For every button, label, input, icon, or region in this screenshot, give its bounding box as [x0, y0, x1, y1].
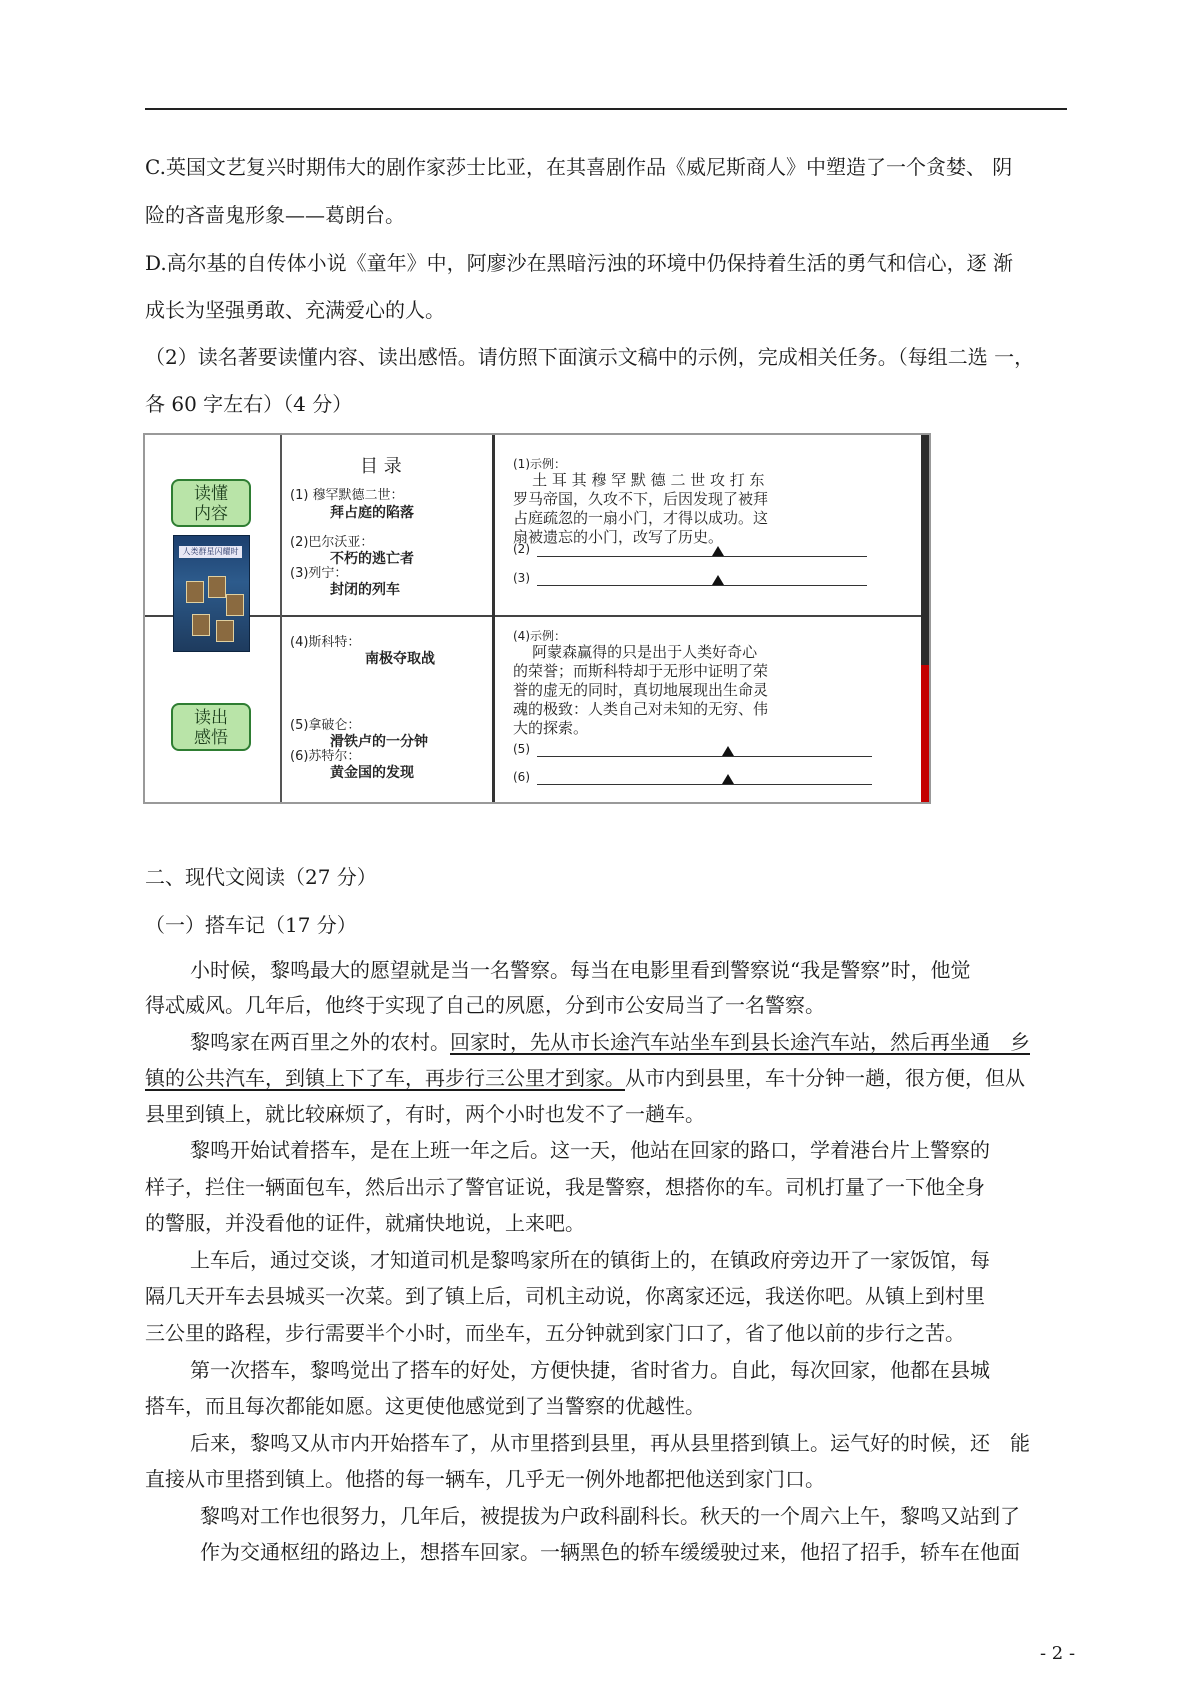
triangle-marker-icon — [712, 575, 724, 585]
blank-5-label: (5) — [513, 742, 530, 756]
slide-scrollbar — [921, 435, 931, 804]
option-d-line1: D.高尔基的自传体小说《童年》中，阿廖沙在黑暗污浊的环境中仍保持着生活的勇气和信心，逐 渐 — [145, 251, 1014, 275]
portrait-image — [192, 614, 210, 636]
book-title: 人类群星闪耀时 — [179, 546, 242, 558]
underlined-text: 回家时，先从市长途汽车站坐车到县长途汽车站，然后再坐通 乡 — [450, 1030, 1030, 1054]
paragraph-line: 小时候，黎鸣最大的愿望就是当一名警察。每当在电影里看到警察说“我是警察”时，他觉 — [190, 958, 971, 982]
toc-item-number: (5)拿破仑： — [290, 718, 361, 733]
paragraph-line: 样子，拦住一辆面包车，然后出示了警官证说，我是警察，想搭你的车。司机打量了一下他全身 — [145, 1175, 985, 1199]
toc-item-title: 滑铁卢的一分钟 — [330, 734, 428, 750]
toc-item-title: 南极夺取战 — [365, 651, 435, 667]
paragraph-line: 得忒威风。几年后，他终于实现了自己的夙愿，分到市公安局当了一名警察。 — [145, 993, 825, 1017]
figure-column-line — [492, 435, 495, 804]
paragraph-line: 黎鸣开始试着搭车，是在上班一年之后。这一天，他站在回家的路口，学着港台片上警察的 — [190, 1138, 990, 1162]
portrait-image — [226, 594, 244, 616]
badge-text: 读出 — [194, 708, 228, 728]
triangle-marker-icon — [722, 746, 734, 756]
toc-item-number: (3)列宁： — [290, 566, 348, 581]
paragraph-line — [145, 1063, 1025, 1093]
blank-2-label: (2) — [513, 542, 530, 556]
paragraph-line: 县里到镇上，就比较麻烦了，有时，两个小时也发不了一趟车。 — [145, 1102, 705, 1126]
example-1-line: 罗马帝国，久攻不下，后因发现了被拜 — [513, 490, 769, 508]
answer-line — [537, 585, 867, 586]
toc-item-title: 黄金国的发现 — [330, 765, 414, 781]
paragraph-line: 直接从市里搭到镇上。他搭的每一辆车，几乎无一例外地都把他送到家门口。 — [145, 1467, 825, 1491]
book-cover-image — [173, 535, 250, 652]
paragraph-line: 隔几天开车去县城买一次菜。到了镇上后，司机主动说，你离家还远，我送你吧。从镇上到村里 — [145, 1284, 985, 1308]
triangle-marker-icon — [712, 546, 724, 556]
triangle-marker-icon — [722, 774, 734, 784]
example-1-line: 扇被遗忘的小门，改写了历史。 — [513, 528, 724, 546]
option-c-line1: C.英国文艺复兴时期伟大的剧作家莎士比亚，在其喜剧作品《威尼斯商人》中塑造了一个贪婪、 阴 — [145, 155, 1013, 179]
answer-line — [537, 756, 872, 757]
badge-text: 感悟 — [194, 728, 228, 748]
example-4-label: (4)示例： — [513, 629, 566, 643]
blank-3-label: (3) — [513, 571, 530, 585]
question-2-line2: 各 60 字左右）（4 分） — [145, 392, 353, 416]
example-1-line: 占庭疏忽的一扇小门，才得以成功。这 — [513, 509, 769, 527]
paragraph-line: 三公里的路程，步行需要半个小时，而坐车，五分钟就到家门口了，省了他以前的步行之苦。 — [145, 1321, 965, 1345]
subsection-heading: （一）搭车记（17 分） — [145, 913, 357, 937]
toc-item-title: 封闭的列车 — [330, 582, 400, 598]
option-d-line2: 成长为坚强勇敢、充满爱心的人。 — [145, 298, 445, 322]
badge-text: 内容 — [194, 504, 228, 524]
paragraph-line: 搭车，而且每次都能如愿。这更使他感觉到了当警察的优越性。 — [145, 1394, 705, 1418]
toc-item-number: (1) 穆罕默德二世： — [290, 488, 404, 503]
figure-divider — [145, 615, 931, 617]
example-4-line: 魂的极致：人类自己对未知的无穷、伟 — [513, 700, 769, 718]
example-4-line: 大的探索。 — [513, 719, 589, 737]
paragraph-line: 黎鸣对工作也很努力，几年后，被提拔为户政科副科长。秋天的一个周六上午，黎鸣又站到了 — [200, 1504, 1020, 1528]
underlined-text: 镇的公共汽车，到镇上下了车，再步行三公里才到家。 — [145, 1066, 625, 1090]
example-4-line: 阿蒙森赢得的只是出于人类好奇心 — [513, 643, 758, 661]
badge-read-insight — [171, 703, 251, 751]
portrait-image — [186, 581, 204, 603]
badge-read-content — [171, 479, 251, 527]
toc-item-number: (2)巴尔沃亚： — [290, 535, 374, 550]
paragraph-line: 第一次搭车，黎鸣觉出了搭车的好处，方便快捷，省时省力。自此，每次回家，他都在县城 — [190, 1358, 990, 1382]
paragraph-line: 上车后，通过交谈，才知道司机是黎鸣家所在的镇街上的，在镇政府旁边开了一家饭馆，每 — [190, 1248, 990, 1272]
example-4-line: 的荣誉；而斯科特却于无形中证明了荣 — [513, 662, 769, 680]
toc-heading: 目 录 — [360, 456, 402, 477]
toc-item-number: (4)斯科特： — [290, 635, 361, 650]
blank-6-label: (6) — [513, 770, 530, 784]
paragraph-line: 作为交通枢纽的路边上，想搭车回家。一辆黑色的轿车缓缓驶过来，他招了招手，轿车在他面 — [200, 1540, 1020, 1564]
example-1-label: (1)示例： — [513, 457, 566, 471]
paragraph-line: 后来，黎鸣又从市内开始搭车了，从市里搭到县里，再从县里搭到镇上。运气好的时候，还 能 — [190, 1431, 1030, 1455]
portrait-image — [208, 576, 226, 598]
toc-item-title: 不朽的逃亡者 — [330, 551, 414, 567]
badge-text: 读懂 — [194, 484, 228, 504]
portrait-image — [216, 620, 234, 642]
page-number: - 2 - — [1040, 1643, 1076, 1664]
question-2-line1: （2）读名著要读懂内容、读出感悟。请仿照下面演示文稿中的示例，完成相关任务。（每组二选 一， — [145, 345, 1035, 369]
section-heading: 二、现代文阅读（27 分） — [145, 865, 377, 889]
example-4-line: 誉的虚无的同时，真切地展现出生命灵 — [513, 681, 769, 699]
paragraph-line — [190, 1027, 1030, 1057]
plain-text: 从市内到县里，车十分钟一趟，很方便，但从 — [625, 1066, 1025, 1090]
toc-item-number: (6)苏特尔： — [290, 749, 361, 764]
header-rule — [145, 108, 1067, 110]
example-1-line: 土 耳 其 穆 罕 默 德 二 世 攻 打 东 — [513, 471, 765, 489]
paragraph-line: 的警服，并没看他的证件，就痛快地说，上来吧。 — [145, 1211, 585, 1235]
answer-line — [537, 556, 867, 557]
slide-figure — [143, 433, 931, 804]
toc-item-title: 拜占庭的陷落 — [330, 505, 414, 521]
option-c-line2: 险的吝啬鬼形象——葛朗台。 — [145, 203, 405, 227]
plain-text: 黎鸣家在两百里之外的农村。 — [190, 1030, 450, 1054]
answer-line — [537, 784, 872, 785]
figure-column-line — [280, 435, 282, 804]
